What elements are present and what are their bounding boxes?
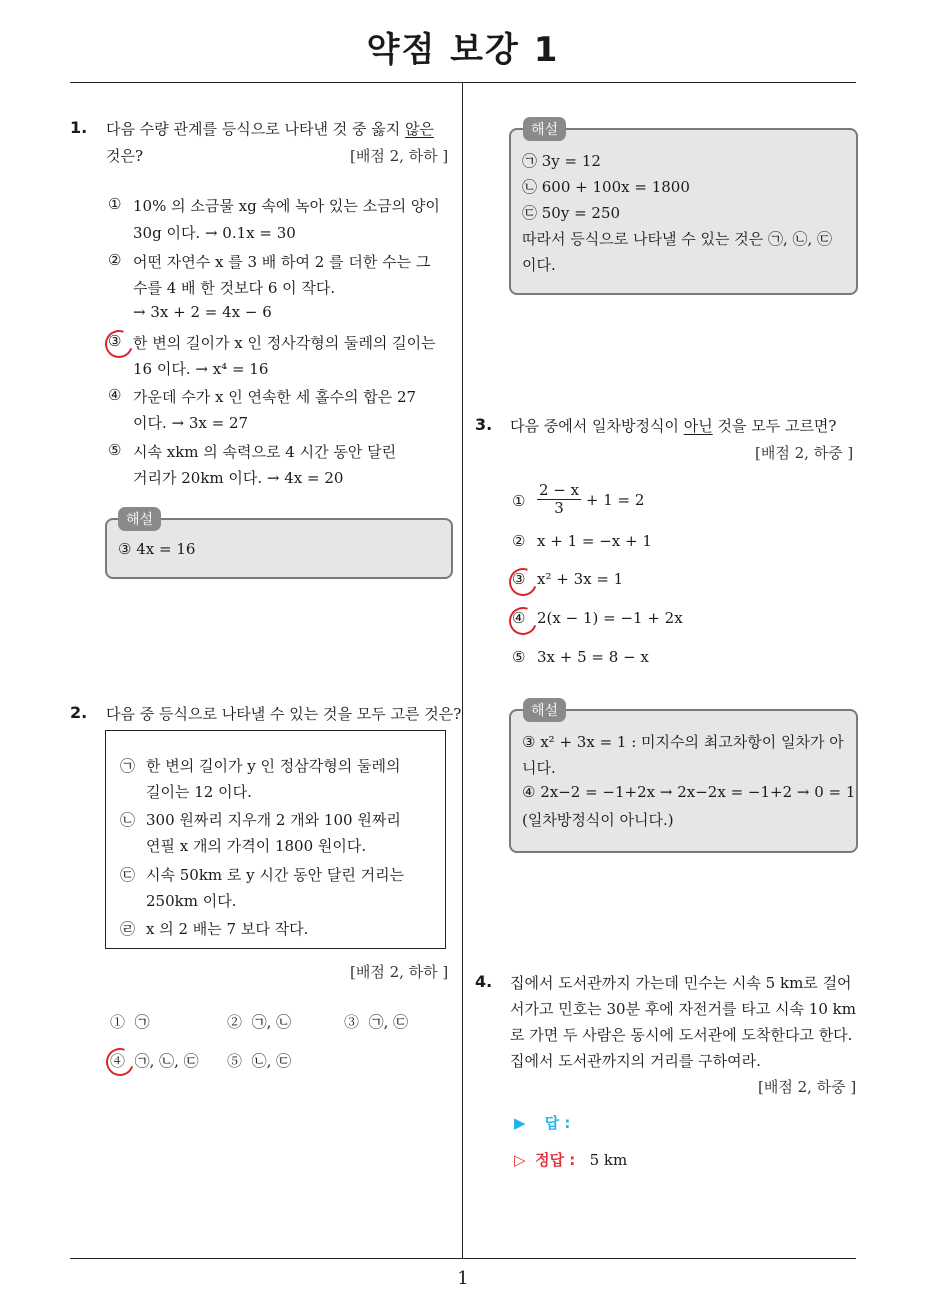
q2-item-c-line1: 시속 50km 로 y 시간 동안 달린 거리는 [146,866,405,884]
question-1-stem-line2: 것은? [106,147,144,165]
q3-option-3-text: x² + 3x = 1 [537,570,624,588]
question-2-meta: [배점 2, 하하 ] [350,963,449,981]
q1-option-4-line2: 이다. → 3x = 27 [133,414,249,432]
q3-solution-line4: (일차방정식이 아니다.) [522,811,674,829]
q3-solution-line1: ③ x² + 3x = 1 : 미지수의 최고차항이 일차가 아 [522,733,844,751]
q1-option-5-marker[interactable]: ⑤ [108,441,122,459]
q1-option-1-line2: 30g 이다. → 0.1x = 30 [133,224,296,242]
q2-choice-1-marker: ① [110,1013,126,1031]
column-divider [462,83,463,1258]
q1-solution-line1: ③ 4x = 16 [118,540,196,558]
q1-option-4-line1: 가운데 수가 x 인 연속한 세 홀수의 합은 27 [133,388,417,406]
q2-choice-2[interactable] [227,1011,291,1032]
q3-option-5-text: 3x + 5 = 8 − x [537,648,649,666]
question-1-stem [106,118,434,139]
question-4-meta: [배점 2, 하중 ] [758,1078,857,1096]
q2-item-c-line2: 250km 이다. [146,892,237,910]
question-1-meta: [배점 2, 하하 ] [350,147,449,165]
q3-option-1-rest: + 1 = 2 [585,490,645,509]
q2-choice-5-marker: ⑤ [227,1052,243,1070]
answer-label: 답 : [544,1114,571,1132]
q3-option-4-marker[interactable]: ④ [512,609,526,627]
fraction-numerator: 2 − x [539,481,580,499]
q2-solution-label: 해설 [523,117,566,141]
question-4-number: 4. [475,972,493,991]
q3-solution-line2: 니다. [522,759,556,777]
q1-option-3-line1: 한 변의 길이가 x 인 정사각형의 둘레의 길이는 [133,334,436,352]
question-3-meta: [배점 2, 하중 ] [755,444,854,462]
question-1-stem-text: 다음 수량 관계를 등식으로 나타낸 것 중 옳지 [106,120,405,138]
q3-option-1-fraction [537,482,581,518]
q3-option-4-text: 2(x − 1) = −1 + 2x [537,609,683,627]
play-arrow-icon: ▶ [514,1114,526,1132]
answer-key-label: 정답 : [535,1151,576,1169]
q2-item-b-line1: 300 원짜리 지우개 2 개와 100 원짜리 [146,811,401,829]
question-2-number: 2. [70,703,88,722]
q1-option-2-line1: 어떤 자연수 x 를 3 배 하여 2 를 더한 수는 그 [133,253,431,271]
q3-option-3-marker[interactable]: ③ [512,570,526,588]
answer-key-value: 5 km [589,1151,628,1169]
q1-option-1-line1: 10% 의 소금물 xg 속에 녹아 있는 소금의 양이 [133,197,440,215]
answer-key-row [514,1149,627,1170]
page-title: 약점 보강 1 [366,30,560,70]
question-1-number: 1. [70,118,88,137]
q1-option-5-line1: 시속 xkm 의 속력으로 4 시간 동안 달린 [133,443,397,461]
q3-solution-label: 해설 [523,698,566,722]
q2-choice-5-text: ㉡, ㉢ [251,1052,292,1070]
q2-item-b-marker: ㉡ [120,811,136,829]
q3-solution-line3: ④ 2x−2 = −1+2x → 2x−2x = −1+2 → 0 = 1 [522,783,856,801]
q2-solution-line4: 따라서 등식으로 나타낼 수 있는 것은 ㉠, ㉡, ㉢ [522,230,833,248]
q3-option-2-marker[interactable]: ② [512,532,526,550]
question-3-stem-emphasis: 아닌 [683,417,713,435]
q2-item-a-marker: ㉠ [120,757,136,775]
question-3-stem-post: 것을 모두 고르면? [712,417,837,435]
q3-option-1-expression [537,482,644,518]
q1-option-2-marker[interactable]: ② [108,251,122,269]
q1-option-4-marker[interactable]: ④ [108,386,122,404]
q1-option-2-line3: → 3x + 2 = 4x − 6 [133,303,272,321]
q1-solution-label: 해설 [118,507,161,531]
question-2-stem: 다음 중 등식으로 나타낼 수 있는 것을 모두 고른 것은? [106,705,462,723]
q2-item-d-marker: ㉣ [120,920,136,938]
q2-choice-4[interactable] [110,1050,199,1071]
page-number: 1 [457,1268,469,1289]
q2-choice-1[interactable] [110,1011,150,1032]
q2-solution-line3: ㉢ 50y = 250 [522,204,621,222]
q2-item-b-line2: 연필 x 개의 가격이 1800 원이다. [146,837,367,855]
footer-rule [70,1258,856,1259]
q2-item-a-line2: 길이는 12 이다. [146,783,252,801]
q1-option-3-marker[interactable]: ③ [108,332,122,350]
question-3-number: 3. [475,415,493,434]
q2-item-a-line1: 한 변의 길이가 y 인 정삼각형의 둘레의 [146,757,401,775]
q1-option-5-line2: 거리가 20km 이다. → 4x = 20 [133,469,344,487]
question-4-stem-line3: 로 가면 두 사람은 동시에 도서관에 도착한다고 한다. [510,1026,853,1044]
q3-option-2-text: x + 1 = −x + 1 [537,532,652,550]
question-1-stem-emphasis: 않은 [404,120,434,138]
question-4-stem-line2: 서가고 민호는 30분 후에 자전거를 타고 시속 10 km [510,1000,856,1018]
q2-choice-2-text: ㉠, ㉡ [251,1013,292,1031]
q2-choice-3-marker: ③ [344,1013,360,1031]
q3-option-1-marker[interactable]: ① [512,492,526,510]
question-4-stem-line1: 집에서 도서관까지 가는데 민수는 시속 5 km로 걸어 [510,974,852,992]
question-4-stem-line4: 집에서 도서관까지의 거리를 구하여라. [510,1052,761,1070]
answer-input-row[interactable] [514,1112,570,1133]
q1-option-2-line2: 수를 4 배 한 것보다 6 이 작다. [133,279,336,297]
q1-option-1-marker[interactable]: ① [108,195,122,213]
q2-solution-line5: 이다. [522,256,556,274]
question-3-stem [510,415,836,436]
q2-solution-line2: ㉡ 600 + 100x = 1800 [522,178,690,196]
q2-choice-3-text: ㉠, ㉢ [368,1013,409,1031]
q2-choice-2-marker: ② [227,1013,243,1031]
q2-item-c-marker: ㉢ [120,866,136,884]
q2-choice-3[interactable] [344,1011,408,1032]
q2-choice-5[interactable] [227,1050,291,1071]
q2-choice-4-marker: ④ [110,1052,126,1070]
q2-choice-4-text: ㉠, ㉡, ㉢ [134,1052,199,1070]
question-3-stem-pre: 다음 중에서 일차방정식이 [510,417,684,435]
q3-option-5-marker[interactable]: ⑤ [512,648,526,666]
q1-option-3-line2: 16 이다. → x⁴ = 16 [133,360,269,378]
q2-item-d-line1: x 의 2 배는 7 보다 작다. [146,920,309,938]
q2-choice-1-text: ㉠ [134,1013,150,1031]
q2-solution-line1: ㉠ 3y = 12 [522,152,601,170]
outline-arrow-icon: ▷ [514,1151,526,1169]
header-rule [70,82,856,83]
fraction-denominator: 3 [554,499,564,518]
